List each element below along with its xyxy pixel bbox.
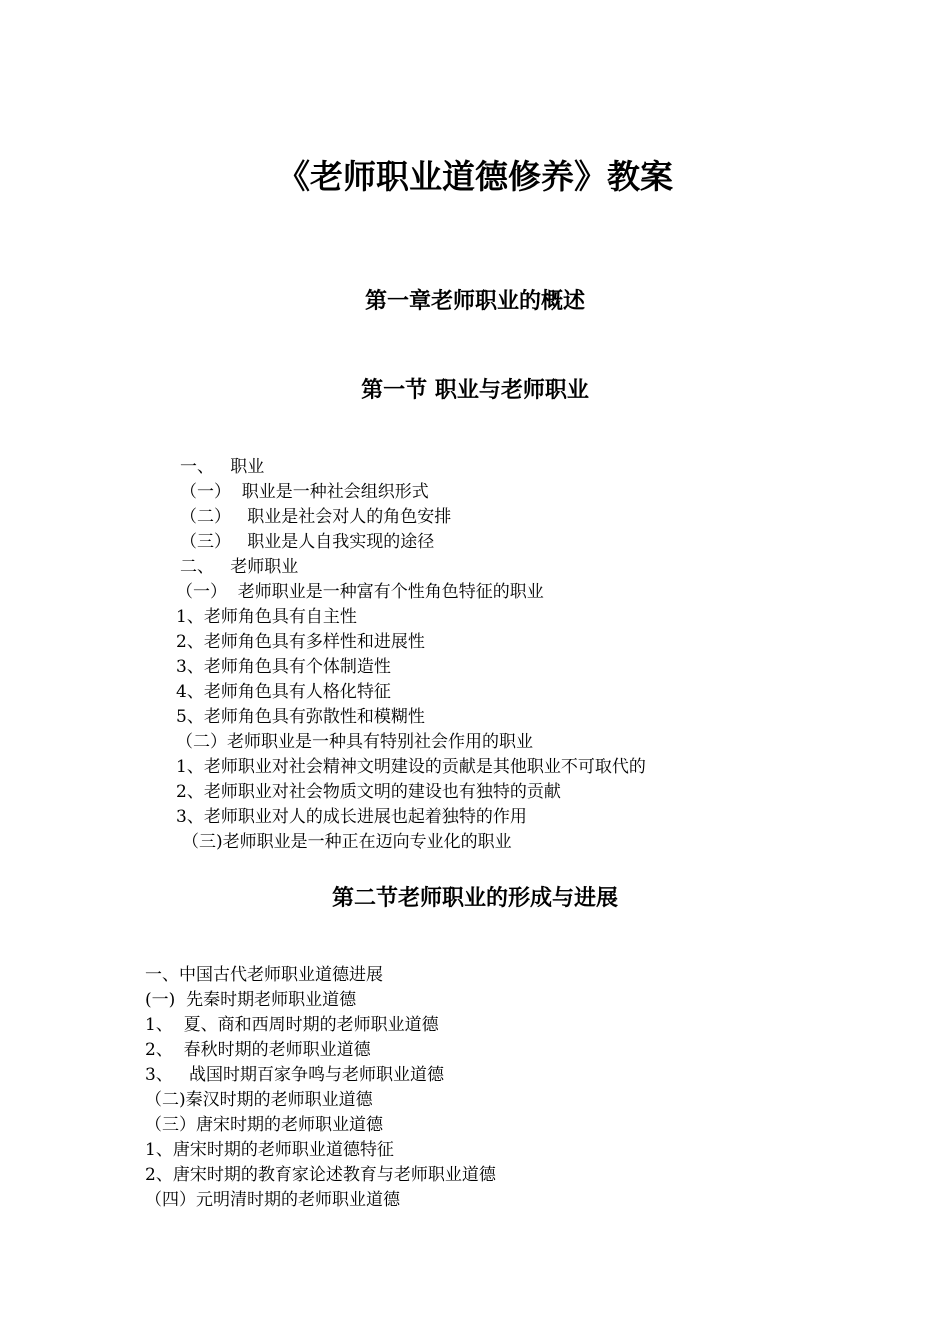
outline-line: （二)秦汉时期的老师职业道德	[145, 1090, 373, 1110]
outline-line: （一） 职业是一种社会组织形式	[180, 482, 429, 502]
outline-line: （二） 职业是社会对人的角色安排	[180, 507, 452, 527]
outline-line: （三）唐宋时期的老师职业道德	[145, 1115, 383, 1135]
outline-line: 2、 春秋时期的老师职业道德	[145, 1040, 371, 1060]
outline-line: 2、老师角色具有多样性和进展性	[176, 632, 425, 652]
section-heading: 第一节 职业与老师职业	[361, 378, 589, 403]
outline-line: 1、老师角色具有自主性	[176, 607, 357, 627]
outline-line: （一） 老师职业是一种富有个性角色特征的职业	[176, 582, 544, 602]
outline-line: 一、 职业	[180, 457, 265, 477]
outline-line: 3、老师职业对人的成长进展也起着独特的作用	[176, 807, 527, 827]
outline-line: 2、唐宋时期的教育家论述教育与老师职业道德	[145, 1165, 496, 1185]
outline-line: （三） 职业是人自我实现的途径	[180, 532, 435, 552]
outline-line: 1、 夏、商和西周时期的老师职业道德	[145, 1015, 439, 1035]
chapter-heading: 第一章老师职业的概述	[364, 289, 585, 314]
outline-line: （二）老师职业是一种具有特别社会作用的职业	[176, 732, 533, 752]
outline-line: 二、 老师职业	[180, 557, 299, 577]
outline-line: （四）元明清时期的老师职业道德	[145, 1190, 400, 1210]
outline-line: 2、老师职业对社会物质文明的建设也有独特的贡献	[176, 782, 561, 802]
section-heading: 第二节老师职业的形成与进展	[331, 886, 618, 911]
page-title: 《老师职业道德修养》教案	[277, 157, 673, 196]
outline-line: 5、老师角色具有弥散性和模糊性	[176, 707, 425, 727]
outline-line: （三)老师职业是一种正在迈向专业化的职业	[182, 832, 512, 852]
outline-line: 3、 战国时期百家争鸣与老师职业道德	[145, 1065, 445, 1085]
outline-line: 4、老师角色具有人格化特征	[176, 682, 391, 702]
outline-line: (一) 先秦时期老师职业道德	[145, 990, 357, 1010]
outline-line: 一、中国古代老师职业道德进展	[145, 965, 383, 985]
outline-line: 3、老师角色具有个体制造性	[176, 657, 391, 677]
outline-line: 1、老师职业对社会精神文明建设的贡献是其他职业不可取代的	[176, 757, 646, 777]
outline-line: 1、唐宋时期的老师职业道德特征	[145, 1140, 394, 1160]
